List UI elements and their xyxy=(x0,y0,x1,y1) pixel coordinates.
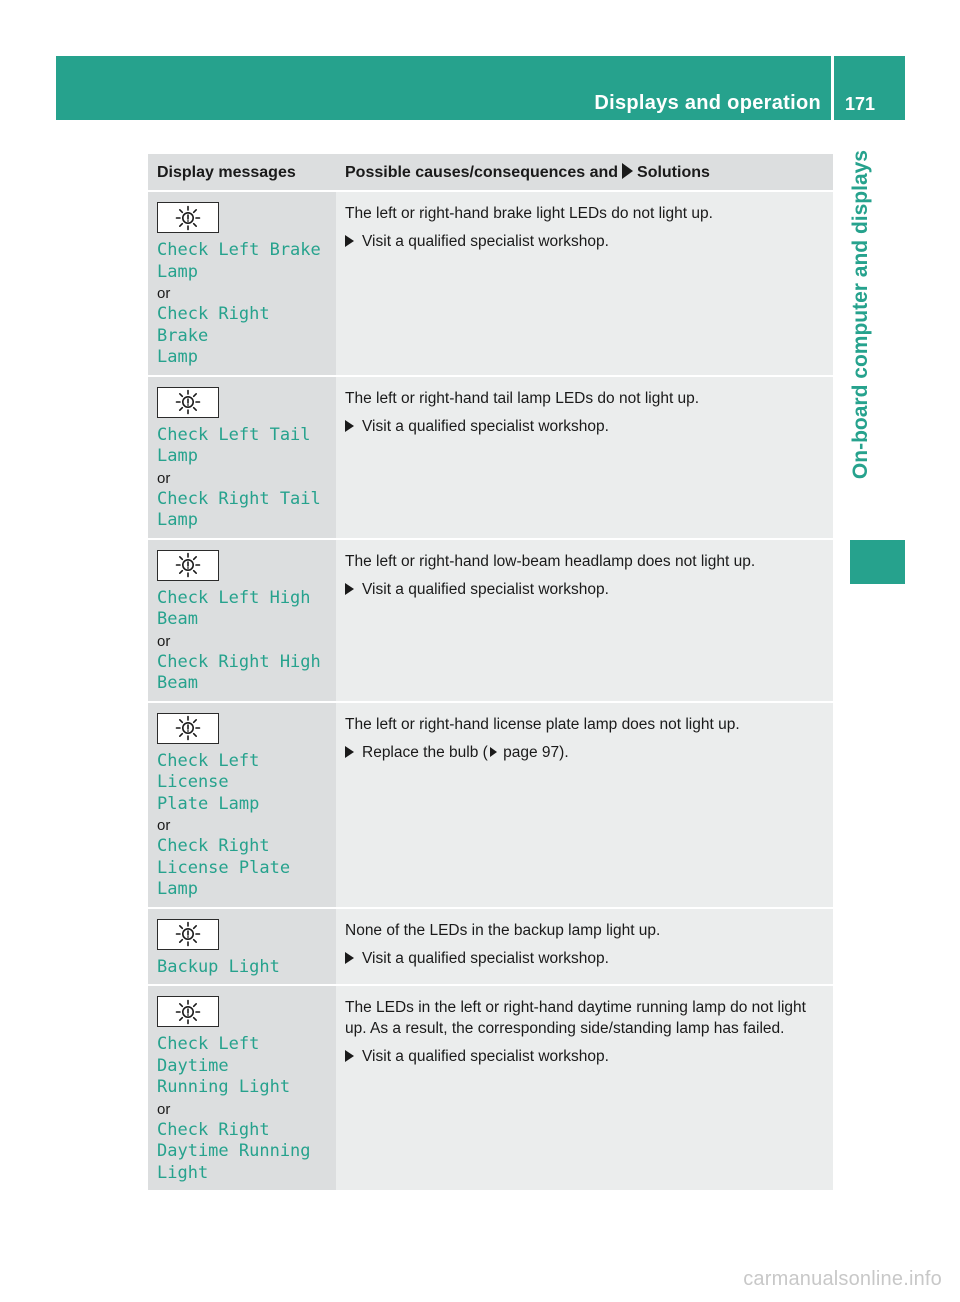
step-arrow-icon xyxy=(345,1050,354,1062)
solution-text: Visit a qualified specialist workshop. xyxy=(362,580,609,598)
display-message-cell xyxy=(148,908,336,986)
header-causes-label: Possible causes/consequences and xyxy=(345,164,619,181)
message-text: Check Right Tail Lamp xyxy=(157,488,321,530)
step-arrow-icon xyxy=(345,746,354,758)
display-message-cell xyxy=(148,539,336,702)
display-message-cell xyxy=(148,376,336,539)
table-row xyxy=(148,539,833,702)
solution-step xyxy=(345,579,825,600)
message-text: Check Right License Plate Lamp xyxy=(157,836,291,899)
solution-text: Visit a qualified specialist workshop. xyxy=(362,1048,609,1065)
lamp-fault-icon xyxy=(157,387,219,418)
message-text: Check Right Daytime Running Light xyxy=(157,1119,311,1183)
solution-text: Visit a qualified specialist workshop. xyxy=(362,949,609,967)
page-ref-icon xyxy=(490,747,497,757)
watermark: carmanualsonline.info xyxy=(743,1268,942,1290)
step-arrow-icon xyxy=(345,583,354,595)
cause-text: The LEDs in the left or right-hand daytime running lamp do not light up. As a result, the corresponding side/standing lamp has failed. xyxy=(345,999,806,1037)
display-messages-table xyxy=(148,154,833,1190)
table-row xyxy=(148,702,833,908)
message-text: Backup Light xyxy=(157,956,280,977)
lamp-fault-icon xyxy=(157,550,219,581)
causes-cell xyxy=(336,702,833,908)
lamp-fault-icon xyxy=(157,202,219,233)
display-message-cell xyxy=(148,985,336,1190)
cause-text: The left or right-hand tail lamp LEDs do not light up. xyxy=(345,389,700,407)
step-arrow-icon xyxy=(345,420,354,432)
message-text: Check Left High Beam xyxy=(157,587,311,629)
lamp-fault-icon xyxy=(157,713,219,744)
solution-step xyxy=(345,948,825,969)
lamp-fault-icon-glyph xyxy=(175,389,201,415)
solution-step xyxy=(345,231,825,252)
step-arrow-icon xyxy=(345,235,354,247)
solution-step xyxy=(345,416,825,437)
message-text: Check Left Brake Lamp xyxy=(157,240,321,282)
table-row xyxy=(148,376,833,539)
causes-cell xyxy=(336,985,833,1190)
message-text: Check Left Daytime Running Light xyxy=(157,1034,291,1097)
solution-step xyxy=(345,1046,825,1067)
lamp-fault-icon-glyph xyxy=(175,715,201,741)
page-ref-link[interactable]: page 97). xyxy=(503,743,569,761)
solution-text xyxy=(362,742,569,763)
lamp-fault-icon-glyph xyxy=(175,921,201,947)
lamp-fault-icon-glyph xyxy=(175,999,201,1025)
causes-cell xyxy=(336,376,833,539)
or-label: or xyxy=(157,285,171,302)
arrow-icon xyxy=(622,163,633,179)
solution-text: Visit a qualified specialist workshop. xyxy=(362,233,609,250)
table-row xyxy=(148,985,833,1190)
cause-text: None of the LEDs in the backup lamp light up. xyxy=(345,921,661,939)
header-divider xyxy=(831,56,834,120)
or-label: or xyxy=(157,817,171,834)
solution-text: Visit a qualified specialist workshop. xyxy=(362,417,609,435)
table-header-row xyxy=(148,154,833,191)
display-message-cell xyxy=(148,191,336,376)
section-title: Displays and operation xyxy=(594,92,821,114)
message-text: Check Left Tail Lamp xyxy=(157,424,311,466)
display-message-cell xyxy=(148,702,336,908)
cause-text: The left or right-hand brake light LEDs do not light up. xyxy=(345,205,713,222)
table-row xyxy=(148,908,833,986)
message-text: Check Left License Plate Lamp xyxy=(157,750,260,814)
side-title-wrap xyxy=(846,150,876,530)
table-row xyxy=(148,191,833,376)
lamp-fault-icon-glyph xyxy=(175,205,201,231)
header-causes-solutions xyxy=(336,154,833,191)
cause-text: The left or right-hand low-beam headlamp does not light up. xyxy=(345,552,756,570)
header-display-messages: Display messages xyxy=(148,154,336,191)
message-text: Check Right Brake Lamp xyxy=(157,304,270,367)
or-label: or xyxy=(157,632,171,650)
solution-text-before: Replace the bulb ( xyxy=(362,743,488,761)
chapter-tab xyxy=(850,540,905,584)
lamp-fault-icon xyxy=(157,996,219,1027)
causes-cell xyxy=(336,191,833,376)
cause-text: The left or right-hand license plate lamp does not light up. xyxy=(345,715,740,733)
message-text: Check Right High Beam xyxy=(157,651,321,693)
chapter-title: On-board computer and displays xyxy=(849,150,872,480)
step-arrow-icon xyxy=(345,952,354,964)
page-number: 171 xyxy=(845,94,876,114)
causes-cell xyxy=(336,908,833,986)
or-label: or xyxy=(157,1100,171,1118)
or-label: or xyxy=(157,469,171,487)
causes-cell xyxy=(336,539,833,702)
header-solutions-label: Solutions xyxy=(637,164,710,181)
lamp-fault-icon xyxy=(157,919,219,950)
solution-step xyxy=(345,742,825,763)
lamp-fault-icon-glyph xyxy=(175,552,201,578)
